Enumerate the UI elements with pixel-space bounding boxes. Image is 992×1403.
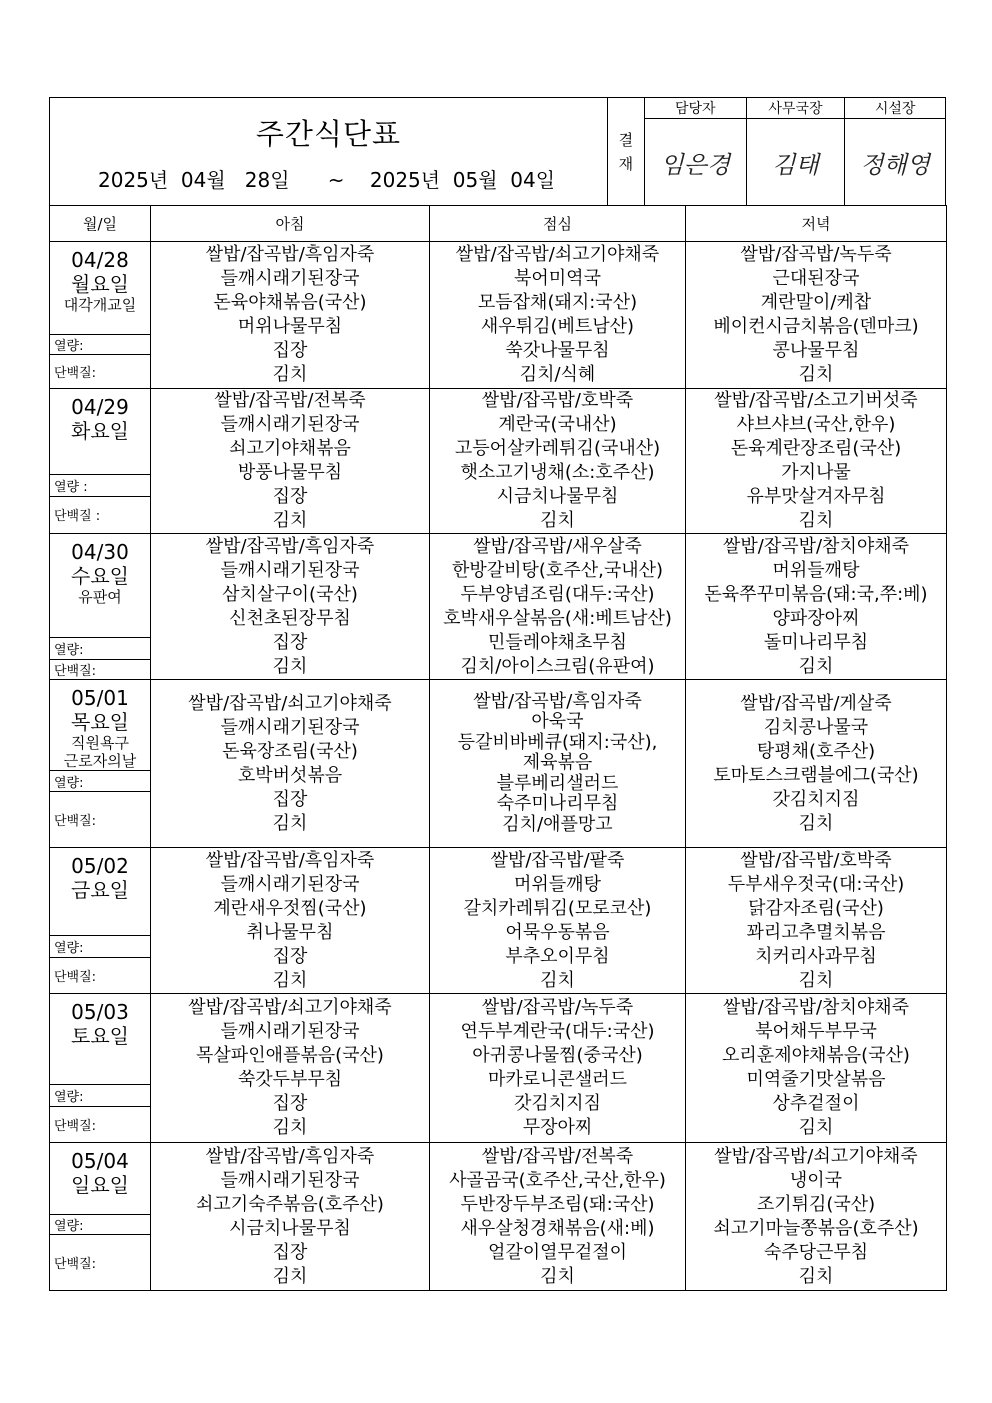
menu-item: 계란말이/케찹 — [760, 292, 872, 313]
breakfast-cell — [151, 389, 430, 534]
menu-item: 조기튀김(국산) — [756, 1193, 876, 1215]
menu-item: 머위들깨탕 — [772, 559, 860, 581]
menu-item: 김치 — [272, 510, 308, 531]
breakfast-cell — [151, 680, 430, 848]
menu-item: 김치 — [798, 812, 834, 834]
calories-label: 열량 : — [50, 474, 150, 496]
menu-item: 집장 — [272, 340, 308, 361]
menu-item: 들깨시래기된장국 — [220, 559, 360, 581]
menu-item: 돈육장조림(국산) — [222, 740, 358, 762]
menu-item: 갓김치지짐 — [772, 788, 860, 810]
menu-item: 쌀밥/잡곡밥/흑임자죽 — [473, 690, 642, 712]
menu-item: 북어채두부무국 — [755, 1021, 877, 1042]
day-cell — [50, 848, 151, 994]
menu-item: 삼치살구이(국산) — [222, 583, 358, 605]
breakfast-cell — [151, 534, 430, 680]
signature-3: 정해영 — [860, 150, 930, 179]
menu-item: 김치 — [798, 655, 834, 677]
menu-item: 집장 — [272, 1241, 308, 1263]
breakfast-cell — [151, 1143, 430, 1291]
menu-item: 쌀밥/잡곡밥/참치야채죽 — [722, 997, 909, 1018]
menu-item: 쌀밥/잡곡밥/쇠고기야채죽 — [188, 997, 392, 1018]
menu-item: 두부양념조림(대두:국산) — [460, 583, 655, 605]
protein-label: 단백질: — [50, 791, 150, 847]
signature-manager — [644, 119, 746, 206]
menu-item: 김치 — [798, 510, 834, 531]
protein-label: 단백질: — [50, 354, 150, 388]
menu-item: 들깨시래기된장국 — [220, 268, 360, 289]
menu-item: 탕평채(호주산) — [756, 740, 876, 762]
day-row — [50, 534, 947, 680]
menu-item: 들깨시래기된장국 — [220, 873, 360, 895]
menu-item: 김치/아이스크림(유판여) — [460, 655, 655, 677]
menu-item: 쌀밥/잡곡밥/게살죽 — [740, 692, 892, 714]
menu-item: 쌀밥/잡곡밥/흑임자죽 — [205, 849, 375, 871]
role-manager: 담당자 — [644, 98, 746, 119]
calories-label: 열량: — [50, 637, 150, 659]
menu-item: 오리훈제야채볶음(국산) — [722, 1045, 910, 1066]
day-date: 05/03 — [71, 1000, 129, 1024]
menu-item: 집장 — [272, 788, 308, 810]
column-header-dinner: 저녁 — [686, 206, 947, 242]
menu-item: 돈육계란장조림(국산) — [730, 438, 902, 459]
menu-item: 콩나물무침 — [772, 340, 860, 361]
menu-item: 쌀밥/잡곡밥/녹두죽 — [481, 997, 634, 1018]
day-row — [50, 389, 947, 534]
calories-label: 열량: — [50, 935, 150, 957]
menu-item: 쌀밥/잡곡밥/흑임자죽 — [205, 1145, 375, 1167]
menu-item: 쌀밥/잡곡밥/팥죽 — [490, 849, 625, 871]
menu-item: 사골곰국(호주산,국산,한우) — [449, 1169, 666, 1191]
menu-item: 양파장아찌 — [772, 607, 860, 629]
day-weekday: 금요일 — [71, 878, 129, 902]
menu-item: 쌀밥/잡곡밥/전복죽 — [214, 390, 366, 411]
menu-item: 어묵우동볶음 — [505, 921, 610, 943]
menu-item: 돈육쭈꾸미볶음(돼:국,쭈:베) — [704, 583, 928, 605]
menu-item: 김치 — [540, 1265, 575, 1287]
menu-item: 한방갈비탕(호주산,국내산) — [451, 559, 664, 581]
menu-item: 두반장두부조림(돼:국산) — [460, 1193, 655, 1215]
menu-item: 김치/애플망고 — [502, 813, 613, 835]
lunch-cell — [430, 1143, 686, 1291]
menu-item: 쌀밥/잡곡밥/흑임자죽 — [205, 244, 375, 265]
calories-label: 열량: — [50, 334, 150, 354]
menu-item: 아귀콩나물찜(중국산) — [472, 1045, 643, 1066]
menu-item: 들깨시래기된장국 — [220, 414, 360, 435]
calories-label: 열량: — [50, 1214, 150, 1234]
menu-item: 치커리사과무침 — [755, 945, 877, 967]
approval-label-1: 결 — [618, 130, 634, 149]
protein-label: 단백질: — [50, 957, 150, 993]
menu-item: 쌀밥/잡곡밥/호박죽 — [740, 849, 892, 871]
menu-item: 김치 — [798, 364, 834, 385]
day-event: 대각개교일 — [63, 296, 137, 314]
menu-item: 얼갈이열무겉절이 — [487, 1241, 628, 1263]
menu-item: 미역줄기맛살볶음 — [746, 1069, 886, 1090]
menu-item: 상추겉절이 — [772, 1093, 860, 1114]
lunch-cell — [430, 534, 686, 680]
day-date: 04/29 — [71, 395, 129, 419]
lunch-cell — [430, 389, 686, 534]
title-block — [50, 98, 608, 206]
menu-item: 김치 — [798, 1265, 834, 1287]
header-table — [49, 97, 946, 206]
menu-item: 쌀밥/잡곡밥/전복죽 — [481, 1145, 634, 1167]
column-header-day: 월/일 — [50, 206, 151, 242]
day-date: 04/30 — [71, 540, 129, 564]
day-weekday: 일요일 — [71, 1173, 129, 1197]
dinner-cell — [686, 242, 947, 389]
menu-item: 목살파인애플볶음(국산) — [196, 1045, 384, 1066]
menu-item: 집장 — [272, 486, 308, 507]
protein-label: 단백질: — [50, 1234, 150, 1290]
menu-item: 북어미역국 — [514, 268, 601, 289]
menu-item: 김치 — [798, 1117, 834, 1138]
menu-item: 쑥갓두부무침 — [237, 1069, 343, 1090]
breakfast-cell — [151, 994, 430, 1143]
approval-label — [607, 98, 644, 206]
breakfast-cell — [151, 242, 430, 389]
menu-item: 쑥갓나물무침 — [505, 340, 610, 361]
menu-item: 두부새우젓국(대:국산) — [727, 873, 905, 895]
menu-item: 김치 — [540, 969, 575, 991]
lunch-cell — [430, 242, 686, 389]
menu-item: 갈치카레튀김(모로코산) — [463, 897, 652, 919]
day-cell — [50, 389, 151, 534]
menu-item: 계란새우젓찜(국산) — [213, 897, 367, 919]
day-row — [50, 680, 947, 848]
dinner-cell — [686, 389, 947, 534]
role-office-director: 사무국장 — [746, 98, 845, 119]
lunch-cell — [430, 848, 686, 994]
menu-item: 샤브샤브(국산,한우) — [736, 414, 896, 435]
menu-item: 쇠고기야채볶음 — [229, 438, 351, 459]
approval-label-2: 재 — [618, 154, 634, 173]
signature-office-director — [746, 119, 845, 206]
menu-item: 김치 — [272, 969, 308, 991]
menu-item: 신천초된장무침 — [229, 607, 351, 629]
menu-item: 마카로니콘샐러드 — [487, 1069, 628, 1090]
day-date: 05/04 — [71, 1149, 129, 1173]
signature-facility-head — [845, 119, 946, 206]
menu-item: 쌀밥/잡곡밥/쇠고기야채죽 — [714, 1145, 918, 1167]
day-weekday: 목요일 — [71, 710, 129, 734]
menu-item: 취나물무침 — [246, 921, 334, 943]
calories-label: 열량: — [50, 770, 150, 791]
day-date: 04/28 — [71, 248, 129, 272]
column-header-breakfast: 아침 — [151, 206, 430, 242]
menu-item: 가지나물 — [781, 462, 851, 483]
menu-item: 쌀밥/잡곡밥/흑임자죽 — [205, 535, 375, 557]
menu-item: 쇠고기마늘쫑볶음(호주산) — [713, 1217, 919, 1239]
menu-item: 쌀밥/잡곡밥/쇠고기야채죽 — [455, 244, 660, 265]
menu-item: 들깨시래기된장국 — [220, 716, 360, 738]
lunch-cell — [430, 994, 686, 1143]
day-row — [50, 242, 947, 389]
menu-item: 머위나물무침 — [237, 316, 343, 337]
menu-item: 김치 — [272, 655, 308, 677]
protein-label: 단백질: — [50, 1106, 150, 1142]
menu-item: 햇소고기냉채(소:호주산) — [460, 462, 655, 483]
menu-item: 김치 — [540, 510, 575, 531]
menu-item: 김치 — [272, 812, 308, 834]
day-row — [50, 848, 947, 994]
menu-item: 갓김치지짐 — [514, 1093, 601, 1114]
menu-period: 2025년 04월 28일 ~ 2025년 05월 04일 — [98, 168, 556, 192]
menu-item: 김치 — [272, 1265, 308, 1287]
day-cell — [50, 242, 151, 389]
menu-item: 블루베리샐러드 — [496, 772, 619, 794]
menu-item: 토마토스크램블에그(국산) — [713, 764, 919, 786]
menu-item: 무장아찌 — [522, 1117, 593, 1138]
menu-item: 부추오이무침 — [505, 945, 610, 967]
menu-item: 고등어살카레튀김(국내산) — [454, 438, 661, 459]
menu-sheet — [49, 97, 946, 1291]
protein-label: 단백질: — [50, 659, 150, 679]
menu-item: 집장 — [272, 1093, 308, 1114]
day-row — [50, 1143, 947, 1291]
menu-item: 김치 — [798, 969, 834, 991]
day-rows — [50, 242, 947, 1291]
menu-item: 김치/식혜 — [519, 364, 596, 385]
menu-item: 새우튀김(베트남산) — [480, 316, 635, 337]
menu-item: 민들레야채초무침 — [487, 631, 628, 653]
menu-item: 쇠고기숙주볶음(호주산) — [196, 1193, 384, 1215]
signature-1: 임은경 — [660, 150, 731, 179]
menu-item: 쌀밥/잡곡밥/녹두죽 — [740, 244, 892, 265]
day-date: 05/01 — [71, 686, 129, 710]
dinner-cell — [686, 848, 947, 994]
menu-item: 새우살청경채볶음(새:베) — [460, 1217, 655, 1239]
calories-label: 열량: — [50, 1084, 150, 1106]
menu-item: 쌀밥/잡곡밥/쇠고기야채죽 — [188, 692, 392, 714]
menu-item: 연두부계란국(대두:국산) — [460, 1021, 655, 1042]
day-weekday: 토요일 — [71, 1024, 129, 1048]
menu-item: 들깨시래기된장국 — [220, 1169, 360, 1191]
menu-item: 시금치나물무침 — [496, 486, 619, 507]
menu-item: 유부맛살겨자무침 — [746, 486, 886, 507]
menu-item: 쌀밥/잡곡밥/소고기버섯죽 — [714, 390, 918, 411]
lunch-cell — [430, 680, 686, 848]
day-weekday: 월요일 — [71, 272, 129, 296]
menu-item: 돈육야채볶음(국산) — [213, 292, 367, 313]
menu-item: 집장 — [272, 631, 308, 653]
menu-item: 집장 — [272, 945, 308, 967]
menu-item: 머위들깨탕 — [514, 873, 601, 895]
day-cell — [50, 534, 151, 680]
page-title: 주간식단표 — [255, 117, 401, 151]
dinner-cell — [686, 534, 947, 680]
menu-item: 방풍나물무침 — [237, 462, 343, 483]
menu-item: 쌀밥/잡곡밥/참치야채죽 — [722, 535, 909, 557]
column-header-lunch: 점심 — [430, 206, 686, 242]
day-cell — [50, 1143, 151, 1291]
day-event: 직원욕구 근로자의날 — [63, 734, 137, 770]
dinner-cell — [686, 680, 947, 848]
menu-item: 쌀밥/잡곡밥/호박죽 — [481, 390, 634, 411]
menu-item: 모듬잡채(돼지:국산) — [477, 292, 638, 313]
day-date: 05/02 — [71, 854, 129, 878]
day-cell — [50, 680, 151, 848]
menu-item: 김치 — [272, 1117, 308, 1138]
breakfast-cell — [151, 848, 430, 994]
menu-item: 돌미나리무침 — [763, 631, 869, 653]
day-weekday: 수요일 — [71, 564, 129, 588]
day-cell — [50, 994, 151, 1143]
day-row — [50, 994, 947, 1143]
dinner-cell — [686, 994, 947, 1143]
menu-item: 계란국(국내산) — [498, 414, 617, 435]
menu-item: 닭감자조림(국산) — [748, 897, 884, 919]
menu-item: 등갈비바베큐(돼지:국산), — [457, 731, 658, 753]
menu-item: 쌀밥/잡곡밥/새우살죽 — [473, 535, 642, 557]
menu-item: 호박새우살볶음(새:베트남산) — [443, 607, 672, 629]
day-event: 유판여 — [78, 588, 122, 606]
menu-item: 근대된장국 — [772, 268, 860, 289]
menu-item: 꽈리고추멸치볶음 — [746, 921, 886, 943]
signature-2: 김태 — [772, 150, 819, 179]
menu-item: 숙주당근무침 — [763, 1241, 869, 1263]
menu-item: 아욱국 — [531, 711, 584, 733]
menu-item: 들깨시래기된장국 — [220, 1021, 360, 1042]
role-facility-head: 시설장 — [845, 98, 946, 119]
day-weekday: 화요일 — [71, 419, 129, 443]
dinner-cell — [686, 1143, 947, 1291]
menu-item: 김치 — [272, 364, 308, 385]
menu-table — [49, 205, 947, 1291]
menu-item: 숙주미나리무침 — [496, 793, 619, 815]
menu-item: 김치콩나물국 — [763, 716, 869, 738]
menu-item: 제육볶음 — [522, 752, 593, 774]
menu-item: 베이컨시금치볶음(덴마크) — [713, 316, 919, 337]
menu-item: 냉이국 — [789, 1169, 843, 1191]
protein-label: 단백질 : — [50, 496, 150, 532]
menu-item: 호박버섯볶음 — [237, 764, 343, 786]
menu-item: 시금치나물무침 — [229, 1217, 351, 1239]
